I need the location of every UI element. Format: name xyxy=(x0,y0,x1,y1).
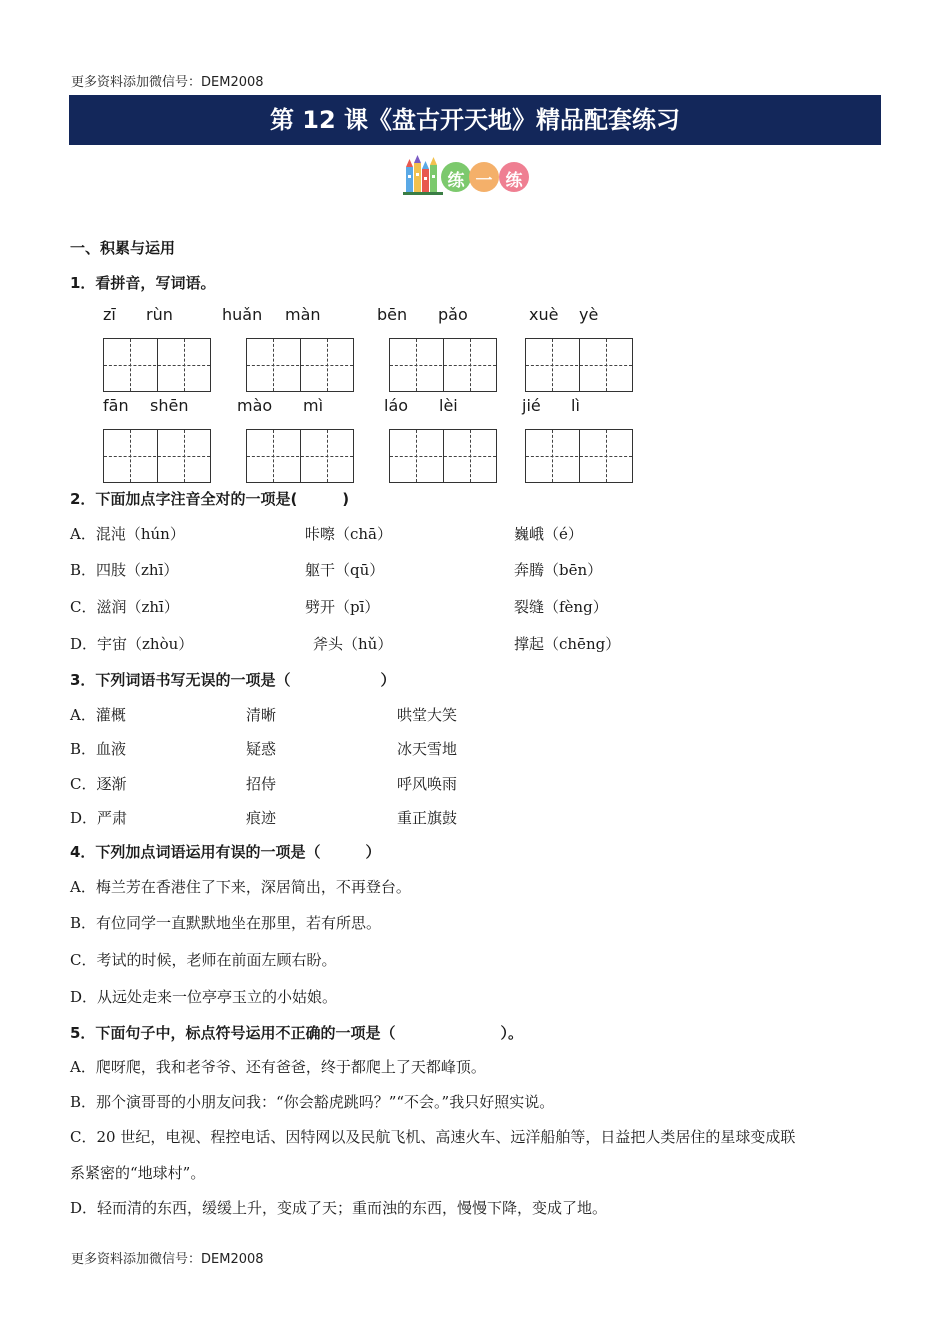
pinyin: jié xyxy=(522,396,541,415)
pinyin: rùn xyxy=(146,305,173,324)
q3-option-c[interactable]: C．逐渐 xyxy=(70,775,127,793)
writing-grid[interactable] xyxy=(103,338,211,392)
pinyin: mì xyxy=(303,396,324,415)
q3-option-b[interactable]: B．血液 xyxy=(70,740,127,758)
practice-badge xyxy=(403,155,533,197)
q4-option-a[interactable]: A．梅兰芳在香港住了下来，深居简出，不再登台。 xyxy=(70,878,411,896)
pinyin: xuè xyxy=(529,305,559,324)
pinyin: bēn xyxy=(377,305,408,324)
pinyin: yè xyxy=(579,305,599,324)
writing-grid[interactable] xyxy=(525,338,633,392)
q2-option-b-b: 躯干（qū） xyxy=(305,561,385,579)
q2-option-c-c: 裂缝（fèng） xyxy=(514,598,608,616)
pinyin: zī xyxy=(103,305,116,324)
q2-option-c[interactable]: C．滋润（zhī） xyxy=(70,598,179,616)
q2-option-c-b: 劈开（pī） xyxy=(305,598,380,616)
q3-option-c-b: 招侍 xyxy=(246,775,277,793)
pinyin: mào xyxy=(237,396,273,415)
q3-title: 3．下列词语书写无误的一项是（ ） xyxy=(70,671,396,689)
footer-note: 更多资料添加微信号：DEM2008 xyxy=(71,1252,264,1267)
badge-char-2: 一 xyxy=(475,171,493,191)
q2-option-b-c: 奔腾（bēn） xyxy=(514,561,603,579)
q4-option-c[interactable]: C．考试的时候，老师在前面左顾右盼。 xyxy=(70,951,337,969)
q4-title: 4．下列加点词语运用有误的一项是（ ） xyxy=(70,843,381,861)
writing-grid[interactable] xyxy=(246,429,354,483)
q2-option-a-c: 巍峨（é） xyxy=(514,525,583,543)
pinyin: lèi xyxy=(439,396,458,415)
pinyin: màn xyxy=(285,305,321,324)
q5-option-b[interactable]: B．那个演哥哥的小朋友问我：“你会豁虎跳吗？”“不会。”我只好照实说。 xyxy=(70,1093,555,1111)
badge-char-3: 练 xyxy=(505,171,523,191)
q3-option-d[interactable]: D．严肃 xyxy=(70,809,128,827)
section-title: 一、积累与运用 xyxy=(70,239,176,257)
q2-title: 2．下面加点字注音全对的一项是( ) xyxy=(70,490,350,508)
q3-option-a-c: 哄堂大笑 xyxy=(397,706,458,724)
q2-option-b[interactable]: B．四肢（zhī） xyxy=(70,561,179,579)
q5-option-c-continued: 系紧密的“地球村”。 xyxy=(70,1164,206,1182)
q4-option-d[interactable]: D．从远处走来一位亭亭玉立的小姑娘。 xyxy=(70,988,338,1006)
pinyin: fān xyxy=(103,396,129,415)
q3-option-b-c: 冰天雪地 xyxy=(397,740,458,758)
writing-grid[interactable] xyxy=(103,429,211,483)
q2-option-a[interactable]: A．混沌（hún） xyxy=(70,525,185,543)
pinyin: shēn xyxy=(150,396,189,415)
q2-option-d-c: 撑起（chēng） xyxy=(514,635,621,653)
writing-grid[interactable] xyxy=(525,429,633,483)
pinyin: pǎo xyxy=(438,305,468,324)
q3-option-b-b: 疑惑 xyxy=(246,740,277,758)
q3-option-c-c: 呼风唤雨 xyxy=(397,775,458,793)
pinyin: lì xyxy=(571,396,580,415)
q5-option-c[interactable]: C．20 世纪，电视、程控电话、因特网以及民航飞机、高速火车、远洋船舶等，日益把人类居住的星球变成联 xyxy=(70,1128,796,1146)
pinyin: huǎn xyxy=(222,305,263,324)
q1-title: 1．看拼音，写词语。 xyxy=(70,274,216,292)
q3-option-a-b: 清晰 xyxy=(246,706,277,724)
pinyin: láo xyxy=(384,396,409,415)
q2-option-d-b: 斧头（hǔ） xyxy=(313,635,393,653)
badge-char-1: 练 xyxy=(447,171,465,191)
q2-option-d[interactable]: D．宇宙（zhòu） xyxy=(70,635,194,653)
writing-grid[interactable] xyxy=(389,338,497,392)
q3-option-d-c: 重正旗鼓 xyxy=(397,809,458,827)
q3-option-d-b: 痕迹 xyxy=(246,809,277,827)
q5-title: 5．下面句子中，标点符号运用不正确的一项是（ ）。 xyxy=(70,1024,523,1042)
header-note: 更多资料添加微信号：DEM2008 xyxy=(71,75,264,90)
q4-option-b[interactable]: B．有位同学一直默默地坐在那里，若有所思。 xyxy=(70,914,382,932)
q2-option-a-b: 咔嚓（chā） xyxy=(305,525,393,543)
page-title: 第 12 课《盘古开天地》精品配套练习 xyxy=(69,95,881,145)
q5-option-a[interactable]: A．爬呀爬，我和老爷爷、还有爸爸，终于都爬上了天都峰顶。 xyxy=(70,1058,486,1076)
q3-option-a[interactable]: A．灌概 xyxy=(70,706,126,724)
writing-grid[interactable] xyxy=(246,338,354,392)
q5-option-d[interactable]: D．轻而清的东西，缓缓上升，变成了天；重而浊的东西，慢慢下降，变成了地。 xyxy=(70,1199,608,1217)
writing-grid[interactable] xyxy=(389,429,497,483)
